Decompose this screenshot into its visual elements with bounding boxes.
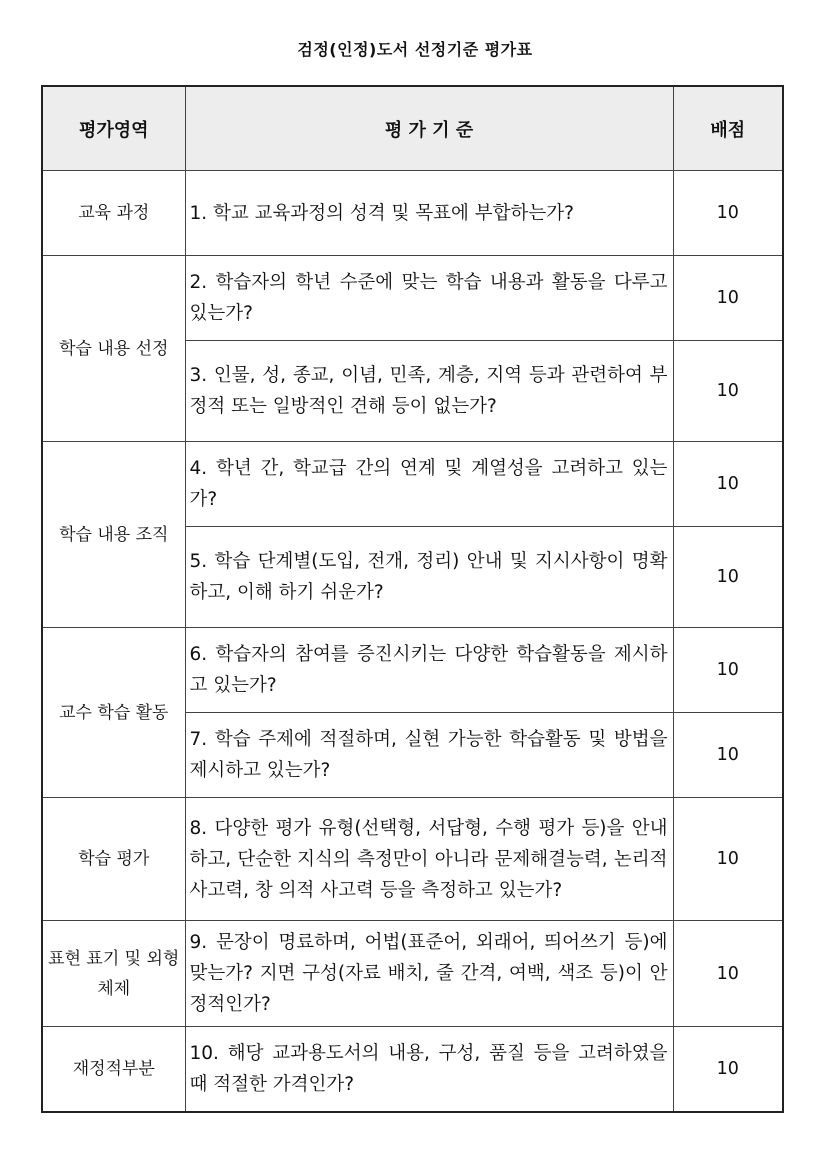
table-row — [42, 921, 783, 1027]
criteria-cell: 9. 문장이 명료하며, 어법(표준어, 외래어, 띄어쓰기 등)에 맞는가? 지면 구성(자료 배치, 줄 간격, 여백, 색조 등)이 안정적인가? — [185, 921, 673, 1027]
score-cell: 10 — [673, 798, 783, 921]
score-cell: 10 — [673, 713, 783, 798]
score-cell: 10 — [673, 171, 783, 256]
area-cell: 학습 내용 선정 — [42, 256, 185, 442]
score-cell: 10 — [673, 527, 783, 628]
table-row — [42, 628, 783, 713]
table-row — [42, 798, 783, 921]
criteria-cell: 1. 학교 교육과정의 성격 및 목표에 부합하는가? — [185, 171, 673, 256]
criteria-cell: 6. 학습자의 참여를 증진시키는 다양한 학습활동을 제시하고 있는가? — [185, 628, 673, 713]
area-cell: 학습 평가 — [42, 798, 185, 921]
criteria-cell: 3. 인물, 성, 종교, 이념, 민족, 계층, 지역 등과 관련하여 부정적 또는 일방적인 견해 등이 없는가? — [185, 341, 673, 442]
area-cell: 표현 표기 및 외형체제 — [42, 921, 185, 1027]
score-cell: 10 — [673, 628, 783, 713]
criteria-cell: 2. 학습자의 학년 수준에 맞는 학습 내용과 활동을 다루고 있는가? — [185, 256, 673, 341]
score-cell: 10 — [673, 442, 783, 527]
table-row — [42, 171, 783, 256]
score-cell: 10 — [673, 1027, 783, 1112]
header-criteria: 평 가 기 준 — [185, 86, 673, 171]
header-score: 배점 — [673, 86, 783, 171]
criteria-cell: 7. 학습 주제에 적절하며, 실현 가능한 학습활동 및 방법을 제시하고 있는가? — [185, 713, 673, 798]
area-cell: 교육 과정 — [42, 171, 185, 256]
score-cell: 10 — [673, 341, 783, 442]
area-cell: 교수 학습 활동 — [42, 628, 185, 798]
area-cell: 학습 내용 조직 — [42, 442, 185, 628]
score-cell: 10 — [673, 921, 783, 1027]
criteria-cell: 10. 해당 교과용도서의 내용, 구성, 품질 등을 고려하였을 때 적절한 가격인가? — [185, 1027, 673, 1112]
criteria-cell: 4. 학년 간, 학교급 간의 연계 및 계열성을 고려하고 있는가? — [185, 442, 673, 527]
criteria-cell: 8. 다양한 평가 유형(선택형, 서답형, 수행 평가 등)을 안내하고, 단순한 지식의 측정만이 아니라 문제해결능력, 논리적 사고력, 창 의적 사고력 등을 측정하고 있는가? — [185, 798, 673, 921]
table-row — [42, 256, 783, 341]
area-cell: 재정적부분 — [42, 1027, 185, 1112]
criteria-cell: 5. 학습 단계별(도입, 전개, 정리) 안내 및 지시사항이 명확하고, 이해 하기 쉬운가? — [185, 527, 673, 628]
evaluation-table — [41, 85, 784, 1113]
table-row — [42, 442, 783, 527]
header-row — [42, 86, 783, 171]
header-area: 평가영역 — [42, 86, 185, 171]
score-cell: 10 — [673, 256, 783, 341]
document-title: 검정(인정)도서 선정기준 평가표 — [297, 40, 533, 59]
table-row — [42, 1027, 783, 1112]
